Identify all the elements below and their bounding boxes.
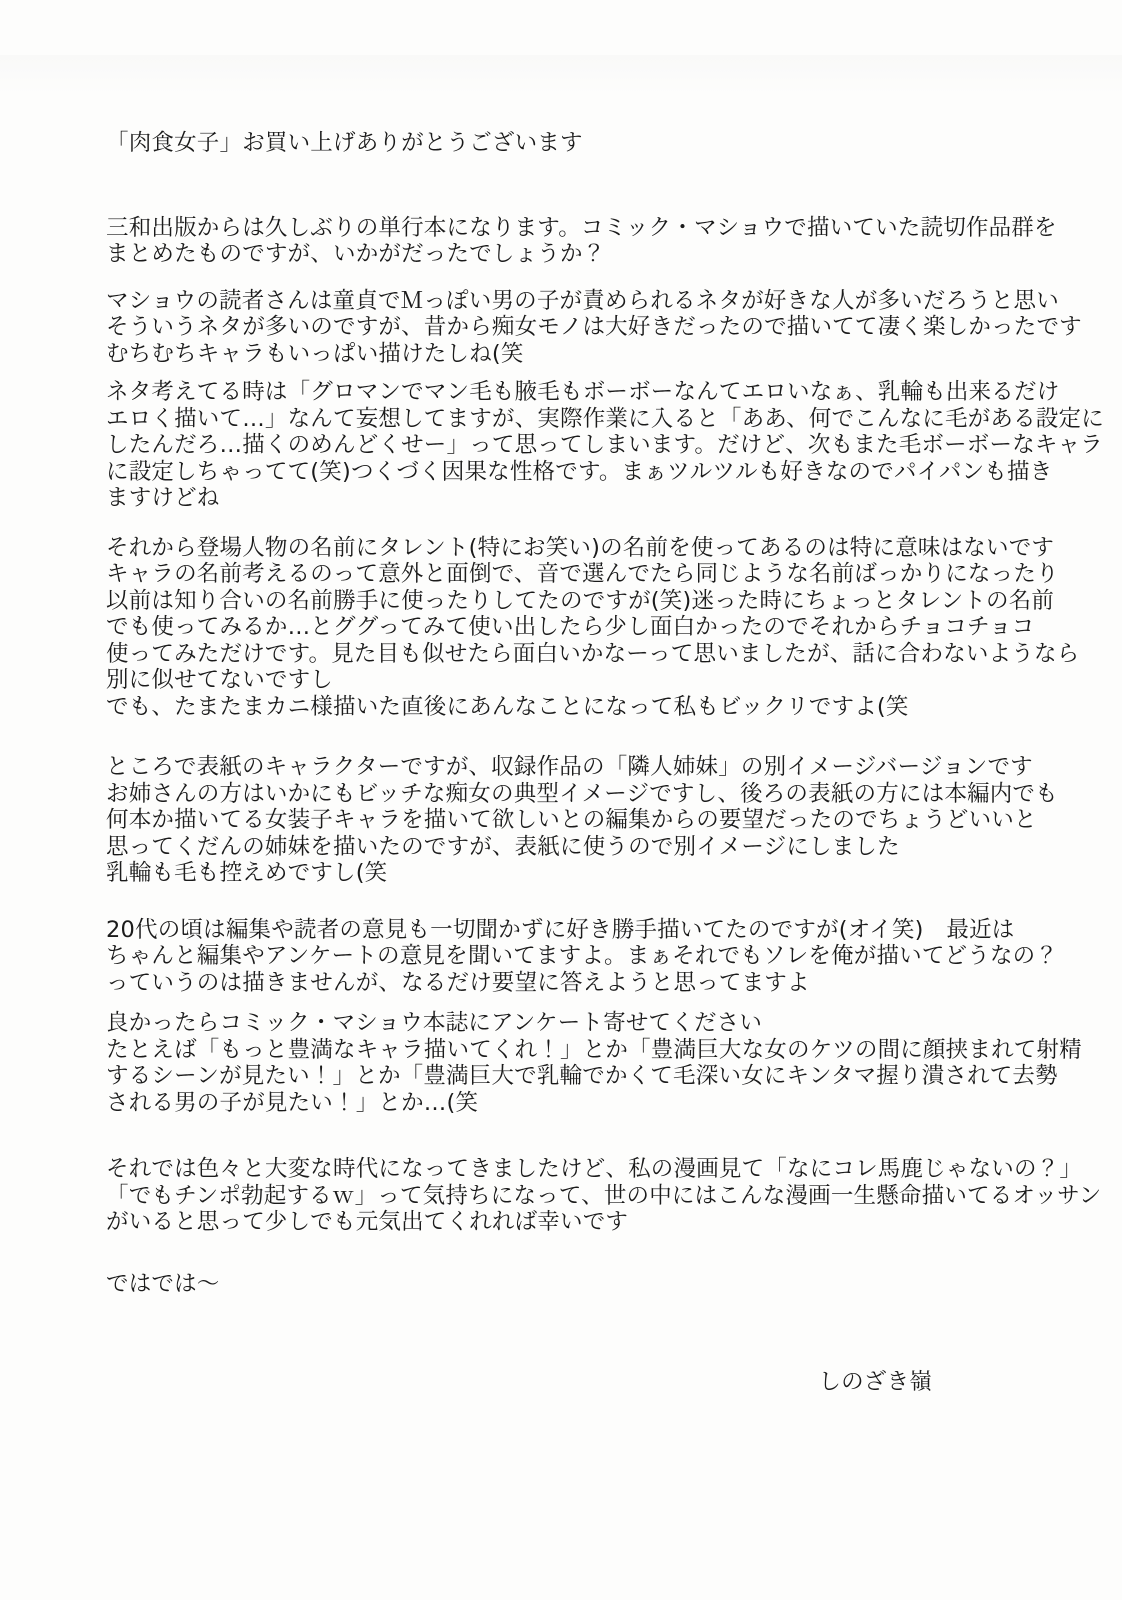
paragraph-ideas [106,379,1104,512]
text-line: される男の子が見たい！」とか…(笑 [106,1089,479,1116]
text-line: したんだろ…描くのめんどくせー」って思ってしまいます。だけど、次もまた毛ボーボーなキャラ [106,432,1104,458]
text-line: それでは色々と大変な時代になってきましたけど、私の漫画見て「なにコレ馬鹿じゃないの？」 [106,1156,1083,1182]
closing-paragraph [106,1271,1064,1298]
closing-line: ではでは～ [106,1270,220,1297]
text-line: でも使ってみるか…とググってみて使い出したら少し面白かったのでそれからチョコチョコ [106,614,1035,640]
scan-artifact [0,55,1122,95]
text-line: 思ってくだんの姉妹を描いたのですが、表紙に使うので別イメージにしました [106,833,900,860]
text-line: お姉さんの方はいかにもビッチな痴女の典型イメージですし、後ろの表紙の方には本編内でも [106,780,1058,807]
text-line: に設定しちゃってて(笑)つくづく因果な性格です。まぁツルツルも好きなのでパイパンも描き [106,458,1053,485]
text-line: ところで表紙のキャラクターですが、収録作品の「隣人姉妹」の別イメージバージョンです [106,754,1033,780]
text-line: キャラの名前考えるのって意外と面倒で、音で選んでたら同じような名前ばっかりになったり [106,561,1059,587]
text-line: たとえば「もっと豊満なキャラ描いてくれ！」とか「豊満巨大な女のケツの間に顔挟まれて射精 [106,1036,1082,1063]
paragraph-intro [106,215,1064,268]
text-line: するシーンが見たい！」とか「豊満巨大で乳輪でかくて毛深い女にキンタマ握り潰されて去勢 [106,1063,1058,1089]
greeting-paragraph [106,130,1064,157]
signature-row [106,1369,1064,1396]
text-line: 使ってみただけです。見た目も似せたら面白いかなーって思いましたが、話に合わないようなら [106,640,1080,667]
text-line: 三和出版からは久しぶりの単行本になります。コミック・マショウで描いていた読切作品群を [106,214,1057,241]
greeting-line: 「肉食女子」お買い上げありがとうございます [106,130,583,156]
paragraph-survey [106,1010,1082,1116]
text-line: ネタ考えてる時は「グロマンでマン毛も腋毛もボーボーなんてエロいなぁ、乳輪も出来るだけ [106,379,1060,405]
text-line: っていうのは描きませんが、なるだけ要望に答えようと思ってますよ [106,969,810,996]
text-line: それから登場人物の名前にタレント(特にお笑い)の名前を使ってあるのは特に意味はないです [106,534,1055,561]
text-line: 20代の頃は編集や読者の意見も一切聞かずに好き勝手描いてたのですが(オイ笑) 最近は [106,916,1015,943]
text-line: ますけどね [106,485,220,511]
text-line: そういうネタが多いのですが、昔から痴女モノは大好きだったので描いてて凄く楽しかったです [106,314,1082,340]
text-line: 何本か描いてる女装子キャラを描いて欲しいとの編集からの要望だったのでちょうどいいと [106,807,1037,833]
paragraph-names [106,534,1080,721]
paragraph-feedback [106,917,1064,997]
text-line: 良かったらコミック・マショウ本誌にアンケート寄せてください [106,1010,763,1036]
text-line: でも、たまたまカニ様描いた直後にあんなことになって私もビックリですよ(笑 [106,693,909,720]
text-line: 「でもチンポ勃起するｗ」って気持ちになって、世の中にはこんな漫画一生懸命描いてるオッサン [106,1182,1102,1209]
text-line: むちむちキャラもいっぱい描けたしね(笑 [106,340,524,367]
author-signature: しのざき嶺 [818,1369,932,1395]
text-line: 以前は知り合いの名前勝手に使ったりしてたのですが(笑)迷った時にちょっとタレントの名前 [106,587,1055,614]
text-line: ちゃんと編集やアンケートの意見を聞いてますよ。まぁそれでもソレを俺が描いてどうなの？ [106,943,1059,969]
paragraph-cover [106,754,1064,887]
text-line: まとめたものですが、いかがだったでしょうか？ [106,241,606,267]
afterword-text [106,130,1104,1396]
text-line: 乳輪も毛も控えめですし(笑 [106,860,388,886]
paragraph-readers [106,287,1082,368]
text-line: 別に似せてないですし [106,667,334,693]
paragraph-farewell [106,1156,1102,1236]
text-line: エロく描いて…」なんて妄想してますが、実際作業に入ると「ああ、何でこんなに毛がある設定に [106,405,1104,432]
text-line: がいると思って少しでも元気出てくれれば幸いです [106,1209,629,1235]
text-line: マショウの読者さんは童貞でＭっぽい男の子が責められるネタが好きな人が多いだろうと思い [106,287,1059,314]
